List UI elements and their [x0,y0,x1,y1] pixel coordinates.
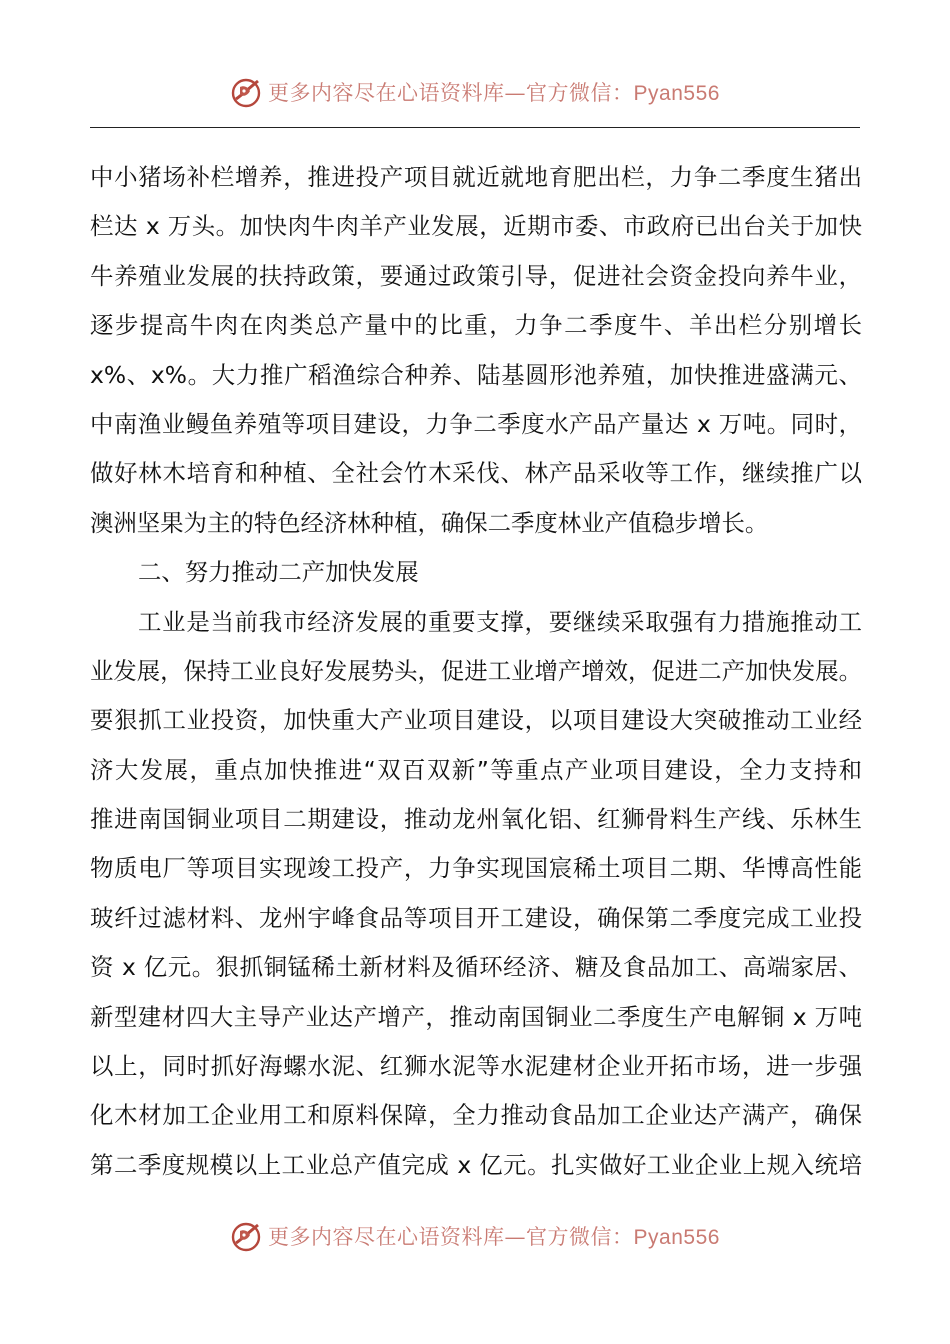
section-line: 业发展，保持工业良好发展势头，促进工业增产增效，促进二产加快发展。 [90,656,862,685]
body-line: 澳洲坚果为主的特色经济林种植，确保二季度林业产值稳步增长。 [90,508,769,537]
footer-watermark-text: 更多内容尽在心语资料库—官方微信：Pyan556 [268,1225,720,1249]
pen-nib-logo-icon [230,75,264,109]
section-line: 要狠抓工业投资，加快重大产业项目建设，以项目建设大突破推动工业经 [90,706,862,735]
section-line: 资 x 亿元。狠抓铜锰稀土新材料及循环经济、糖及食品加工、高端家居、 [90,953,862,982]
footer-watermark [0,1214,950,1258]
body-line: 逐步提高牛肉在肉类总产量中的比重，力争二季度牛、羊出栏分别增长 [90,311,862,340]
body-line: 中南渔业鳗鱼养殖等项目建设，力争二季度水产品产量达 x 万吨。同时， [90,409,862,438]
body-line: 中小猪场补栏增养，推进投产项目就近就地育肥出栏，力争二季度生猪出 [90,163,862,191]
header-divider [90,127,860,128]
body-line: 牛养殖业发展的扶持政策，要通过政策引导，促进社会资金投向养牛业， [90,261,862,290]
body-line: 做好林木培育和种植、全社会竹木采伐、林产品采收等工作，继续推广以 [90,459,862,488]
document-body [90,153,862,1190]
section-line: 新型建材四大主导产业达产增产，推动南国铜业二季度生产电解铜 x 万吨 [90,1002,862,1031]
section-line: 推进南国铜业项目二期建设，推动龙州氧化铝、红狮骨料生产线、乐林生 [90,805,862,834]
section-line: 化木材加工企业用工和原料保障，全力推动食品加工企业达产满产，确保 [90,1101,862,1130]
section-line: 玻纤过滤材料、龙州宇峰食品等项目开工建设，确保第二季度完成工业投 [90,903,862,932]
header-watermark-handle: Pyan556 [633,82,720,105]
section-line: 第二季度规模以上工业总产值完成 x 亿元。扎实做好工业企业上规入统培 [90,1150,862,1179]
section-line: 工业是当前我市经济发展的重要支撑，要继续采取强有力措施推动工 [138,607,862,636]
section-line: 以上，同时抓好海螺水泥、红狮水泥等水泥建材企业开拓市场，进一步强 [90,1052,862,1081]
body-line: 栏达 x 万头。加快肉牛肉羊产业发展，近期市委、市政府已出台关于加快 [90,212,862,241]
section-line: 济大发展，重点加快推进“双百双新”等重点产业项目建设，全力支持和 [90,755,862,784]
footer-watermark-handle: Pyan556 [633,1226,720,1249]
header-watermark-text: 更多内容尽在心语资料库—官方微信：Pyan556 [268,81,720,105]
section-heading: 二、努力推动二产加快发展 [138,558,419,587]
header-watermark [0,70,950,114]
body-line: x%、x%。大力推广稻渔综合种养、陆基圆形池养殖，加快推进盛满元、 [90,360,862,389]
section-line: 物质电厂等项目实现竣工投产，力争实现国宸稀土项目二期、华博高性能 [90,854,862,883]
pen-nib-logo-icon [230,1219,264,1253]
